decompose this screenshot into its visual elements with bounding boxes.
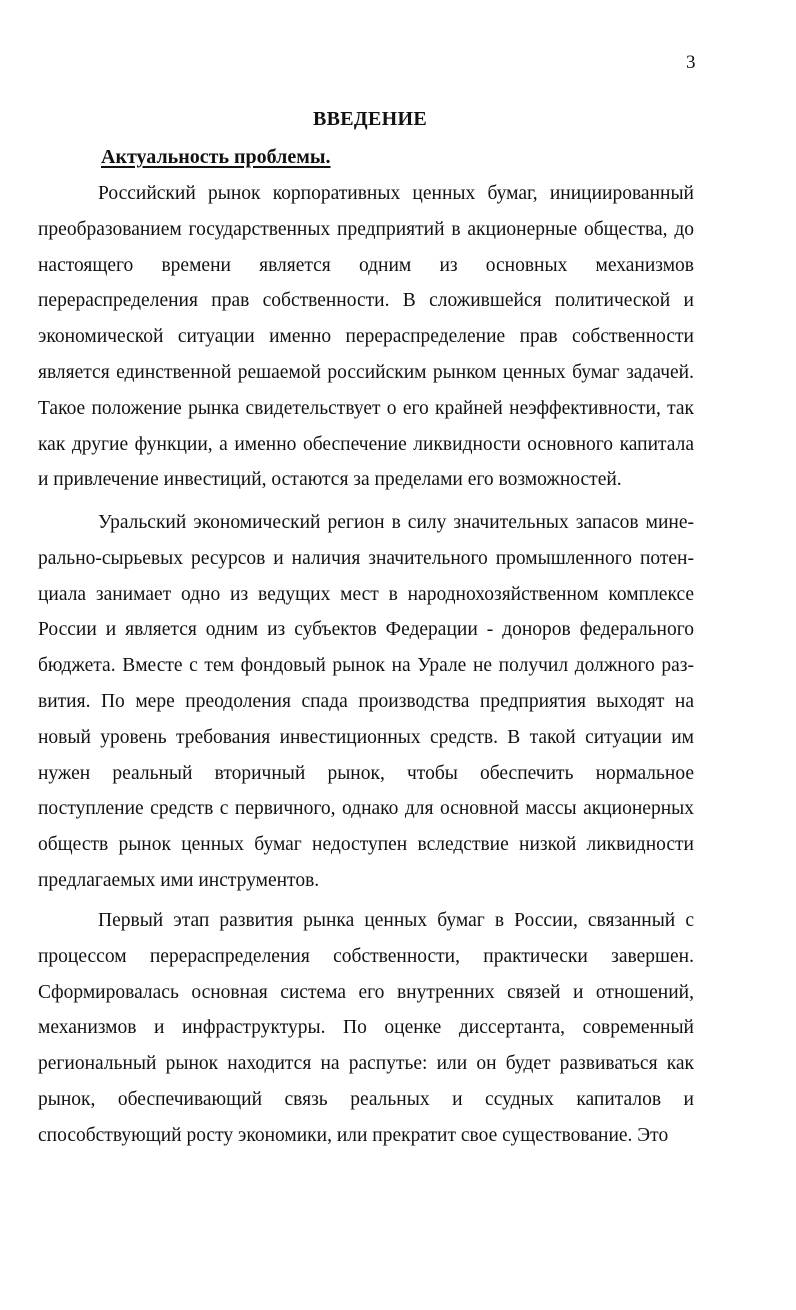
body-paragraph-1: Российский рынок корпоративных ценных бумаг, инициированный преобразованием государственных предприятий в акционерные общества, до настоящего времени является одним из основных механизмов перераспределения прав собственности. В сложившейся политической и экономической ситуации именно перераспределение прав собственности является единственной решаемой российским рынком ценных бумаг задачей. Такое положение рынка свидетельствует о его крайней неэффективности, так как другие функции, а именно обеспечение ликвидности основного капитала и привлечение инвестиций, остаются за пределами его возможностей. bbox=[38, 183, 694, 491]
section-subheading: Актуальность проблемы. bbox=[101, 146, 331, 168]
section-heading: ВВЕДЕНИЕ bbox=[313, 108, 427, 130]
body-paragraph-2: Уральский экономический регион в силу значительных запасов минерально-сырьевых ресурсов и наличия значительного промышленного потенциала занимает одно из ведущих мест в народнохозяйственном комплексе России и является одним из субъектов Федерации - доноров федерального бюджета. Вместе с тем фондовый рынок на Урале не получил должного развития. По мере преодоления спада производства предприятия выходят на новый уровень требования инвестиционных средств. В такой ситуации им нужен реальный вторичный рынок, чтобы обеспечить нормальное поступление средств с первичного, однако для основной массы акционерных обществ рынок ценных бумаг недоступен вследствие низкой ликвидности предлагаемых ими инструментов. bbox=[38, 512, 694, 891]
page-number: 3 bbox=[686, 52, 696, 73]
body-paragraph-3: Первый этап развития рынка ценных бумаг в России, связанный с процессом перераспределения собственности, практически завершен. Сформировалась основная система его внутренних связей и отношений, механизмов и инфраструктуры. По оценке диссертанта, современный региональный рынок находится на распутье: или он будет развиваться как рынок, обеспечивающий связь реальных и ссудных капиталов и способствующий росту экономики, или прекратит свое существование. Это bbox=[38, 910, 694, 1146]
